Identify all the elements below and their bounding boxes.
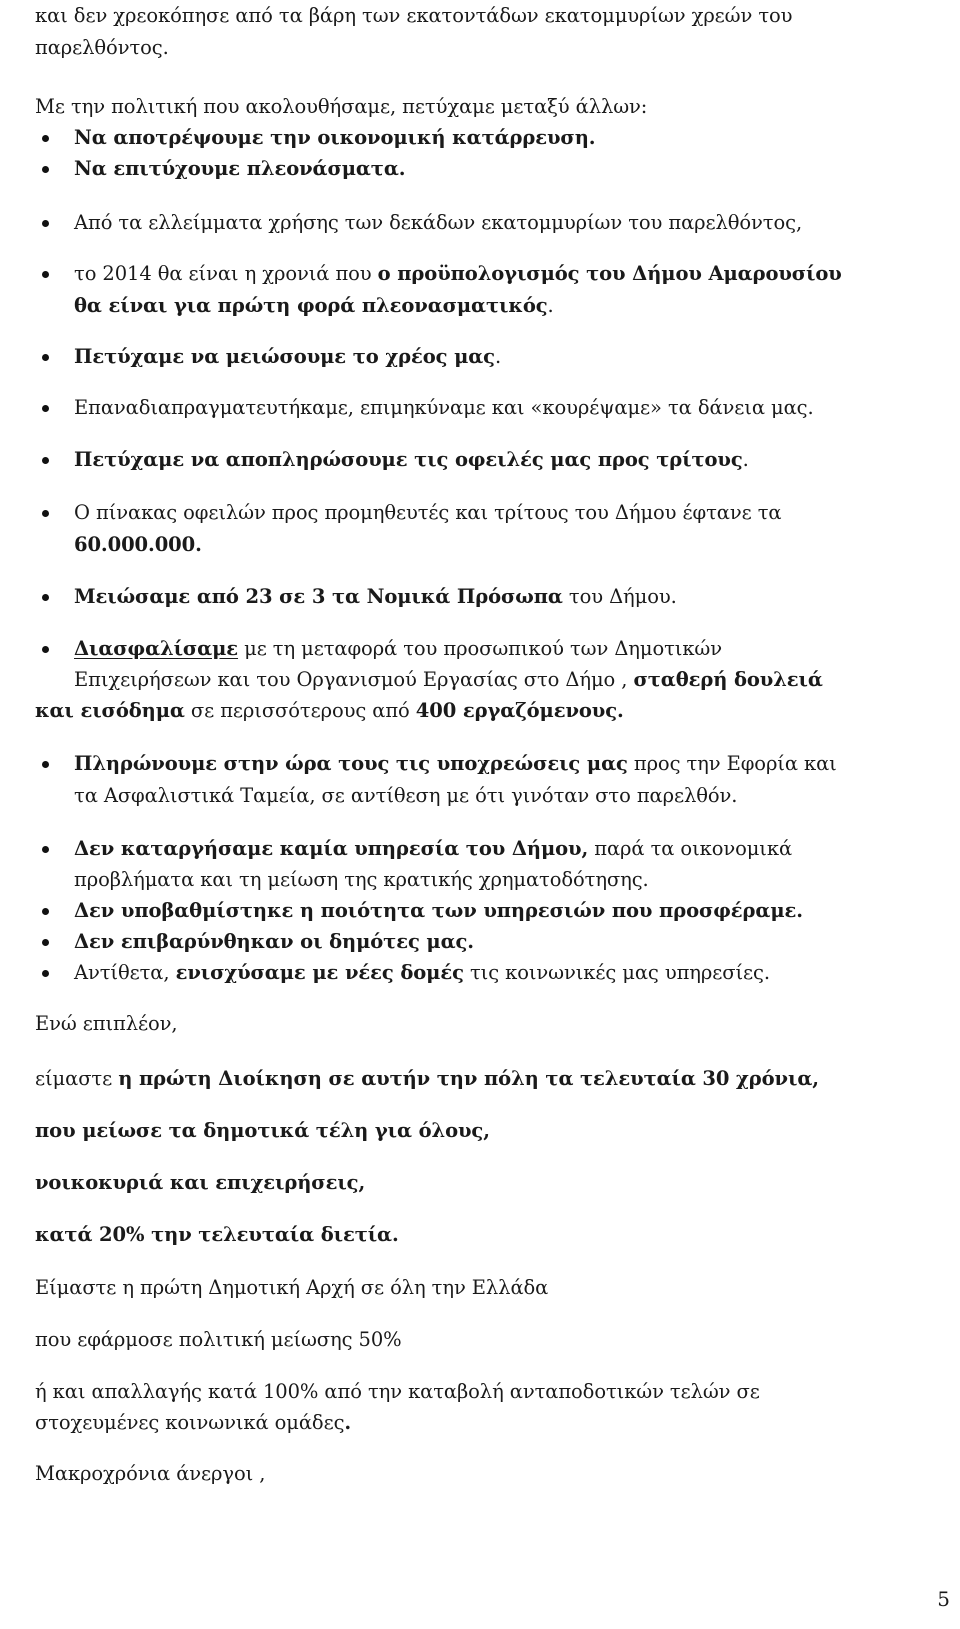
paragraph-line xyxy=(35,1221,399,1248)
bullet-icon xyxy=(42,135,49,142)
bullet-list-item xyxy=(74,897,803,924)
bold-text: Να αποτρέψουμε την οικονομική κατάρρευση. xyxy=(74,126,596,149)
bullet-icon xyxy=(42,939,49,946)
paragraph-line xyxy=(74,292,554,319)
paragraph-line xyxy=(74,531,202,558)
bold-text: σταθερή δουλειά xyxy=(633,668,823,691)
bullet-list-item xyxy=(74,928,474,955)
bullet-icon xyxy=(42,970,49,977)
bullet-list-item xyxy=(74,155,405,182)
bullet-list-item xyxy=(74,260,842,287)
bold-text: που μείωσε τα δημοτικά τέλη για όλους, xyxy=(35,1119,490,1142)
paragraph-line xyxy=(74,866,649,893)
paragraph-line xyxy=(35,2,792,29)
text-run: Αντίθετα, xyxy=(74,961,176,984)
bold-text: νοικοκυριά και επιχειρήσεις, xyxy=(35,1171,366,1194)
text-run: τις κοινωνικές μας υπηρεσίες. xyxy=(463,961,770,984)
bold-text: Πετύχαμε να μειώσουμε το χρέος μας xyxy=(74,345,495,368)
bold-text: Δεν υποβαθμίστηκε η ποιότητα των υπηρεσιών που προσφέραμε. xyxy=(74,899,803,922)
text-run: προβλήματα και τη μείωση της κρατικής χρηματοδότησης. xyxy=(74,868,649,891)
text-run: Είμαστε η πρώτη Δημοτική Αρχή σε όλη την Ελλάδα xyxy=(35,1276,549,1299)
bold-text: Δεν καταργήσαμε καμία υπηρεσία του Δήμου, xyxy=(74,837,589,860)
bullet-icon xyxy=(42,908,49,915)
text-run: . xyxy=(742,448,749,471)
bullet-icon xyxy=(42,846,49,853)
bold-text: θα είναι για πρώτη φορά πλεονασματικός xyxy=(74,294,548,317)
underlined-text xyxy=(74,637,238,660)
bold-text: Μειώσαμε από 23 σε 3 τα Νομικά Πρόσωπα xyxy=(74,585,563,608)
paragraph-line xyxy=(74,666,823,693)
text-run: και δεν χρεοκόπησε από τα βάρη των εκατοντάδων εκατομμυρίων χρεών του xyxy=(35,4,793,27)
paragraph-line xyxy=(35,1065,819,1092)
bullet-icon xyxy=(42,457,49,464)
bullet-icon xyxy=(42,594,49,601)
paragraph-line xyxy=(35,1169,365,1196)
bold-text: . xyxy=(344,1411,352,1434)
text-run: με τη μεταφορά του προσωπικού των Δημοτικών xyxy=(238,637,722,660)
bold-text: ο προϋπολογισμός του Δήμου Αμαρουσίου xyxy=(377,262,842,285)
text-run: παρελθόντος. xyxy=(35,36,169,59)
paragraph-line xyxy=(35,1117,490,1144)
text-run: . xyxy=(494,345,502,368)
text-run: το 2014 θα είναι η χρονιά που xyxy=(74,262,378,285)
bold-text: Πληρώνουμε στην ώρα τους τις υποχρεώσεις μας xyxy=(74,752,628,775)
bullet-list-item xyxy=(74,394,814,421)
bullet-list-item xyxy=(74,835,792,862)
page-number: 5 xyxy=(937,1587,950,1611)
text-run: Επαναδιαπραγματευτήκαμε, επιμηκύναμε και «κουρέψαμε» τα δάνεια μας. xyxy=(74,396,814,419)
paragraph-line xyxy=(35,697,624,724)
bold-text: ενισχύσαμε με νέες δομές xyxy=(175,961,464,984)
paragraph-line xyxy=(35,34,169,61)
text-run: παρά τα οικονομικά xyxy=(588,837,793,860)
text-run: στοχευμένες κοινωνικά ομάδες xyxy=(35,1411,345,1434)
paragraph-line xyxy=(35,1274,548,1301)
bold-text: κατά 20% την τελευταία διετία. xyxy=(35,1223,399,1246)
bold-text: Πετύχαμε να αποπληρώσουμε τις οφειλές μας προς τρίτους xyxy=(74,448,743,471)
bullet-list-item xyxy=(74,343,501,370)
text-run: Από τα ελλείμματα χρήσης των δεκάδων εκατομμυρίων του παρελθόντος, xyxy=(74,211,803,234)
bullet-icon xyxy=(42,220,49,227)
bullet-list-item xyxy=(74,209,802,236)
bold-text: 60.000.000. xyxy=(74,533,202,556)
bullet-icon xyxy=(42,271,49,278)
paragraph-line xyxy=(35,1460,265,1487)
bullet-icon xyxy=(42,510,49,517)
bold-text: η πρώτη Διοίκηση σε αυτήν την πόλη τα τελευταία 30 χρόνια, xyxy=(118,1067,819,1090)
bullet-list-item xyxy=(74,499,781,526)
text-run: Με την πολιτική που ακολουθήσαμε, πετύχαμε μεταξύ άλλων: xyxy=(35,95,648,118)
text-run: προς την Εφορία και xyxy=(627,752,837,775)
bullet-icon xyxy=(42,166,49,173)
paragraph-line xyxy=(74,782,737,809)
text-run: που εφάρμοσε πολιτική μείωσης 50% xyxy=(35,1328,402,1351)
bold-text: Να επιτύχουμε πλεονάσματα. xyxy=(74,157,406,180)
text-run: Ενώ επιπλέον, xyxy=(35,1012,178,1035)
text-run: σε περισσότερους από xyxy=(184,699,416,722)
text-run: Επιχειρήσεων και του Οργανισμού Εργασίας στο Δήμο , xyxy=(74,668,634,691)
text-run: του Δήμου. xyxy=(562,585,677,608)
text-run: είμαστε xyxy=(35,1067,119,1090)
paragraph-line xyxy=(35,93,647,120)
paragraph-line xyxy=(35,1378,760,1405)
paragraph-line xyxy=(35,1326,402,1353)
bullet-icon xyxy=(42,646,49,653)
bullet-list-item xyxy=(74,446,749,473)
bold-text: Διασφαλίσαμε xyxy=(74,637,239,660)
bold-text: 400 εργαζόμενους. xyxy=(415,699,624,722)
bold-text: Δεν επιβαρύνθηκαν οι δημότες μας. xyxy=(74,930,474,953)
text-run: Ο πίνακας οφειλών προς προμηθευτές και τρίτους του Δήμου έφτανε τα xyxy=(74,501,782,524)
bullet-list-item xyxy=(74,583,677,610)
bullet-list-item xyxy=(74,959,770,986)
text-run: τα Ασφαλιστικά Ταμεία, σε αντίθεση με ότι γινόταν στο παρελθόν. xyxy=(74,784,738,807)
text-run: Μακροχρόνια άνεργοι , xyxy=(35,1462,266,1485)
bullet-list-item xyxy=(74,750,837,777)
bullet-list-item xyxy=(74,635,722,662)
text-run: ή και απαλλαγής κατά 100% από την καταβολή ανταποδοτικών τελών σε xyxy=(35,1380,760,1403)
bullet-list-item xyxy=(74,124,595,151)
bullet-icon xyxy=(42,405,49,412)
bullet-icon xyxy=(42,761,49,768)
text-run: . xyxy=(547,294,554,317)
bullet-icon xyxy=(42,354,49,361)
bold-text: και εισόδημα xyxy=(35,699,185,722)
paragraph-line xyxy=(35,1010,178,1037)
paragraph-line xyxy=(35,1409,351,1436)
